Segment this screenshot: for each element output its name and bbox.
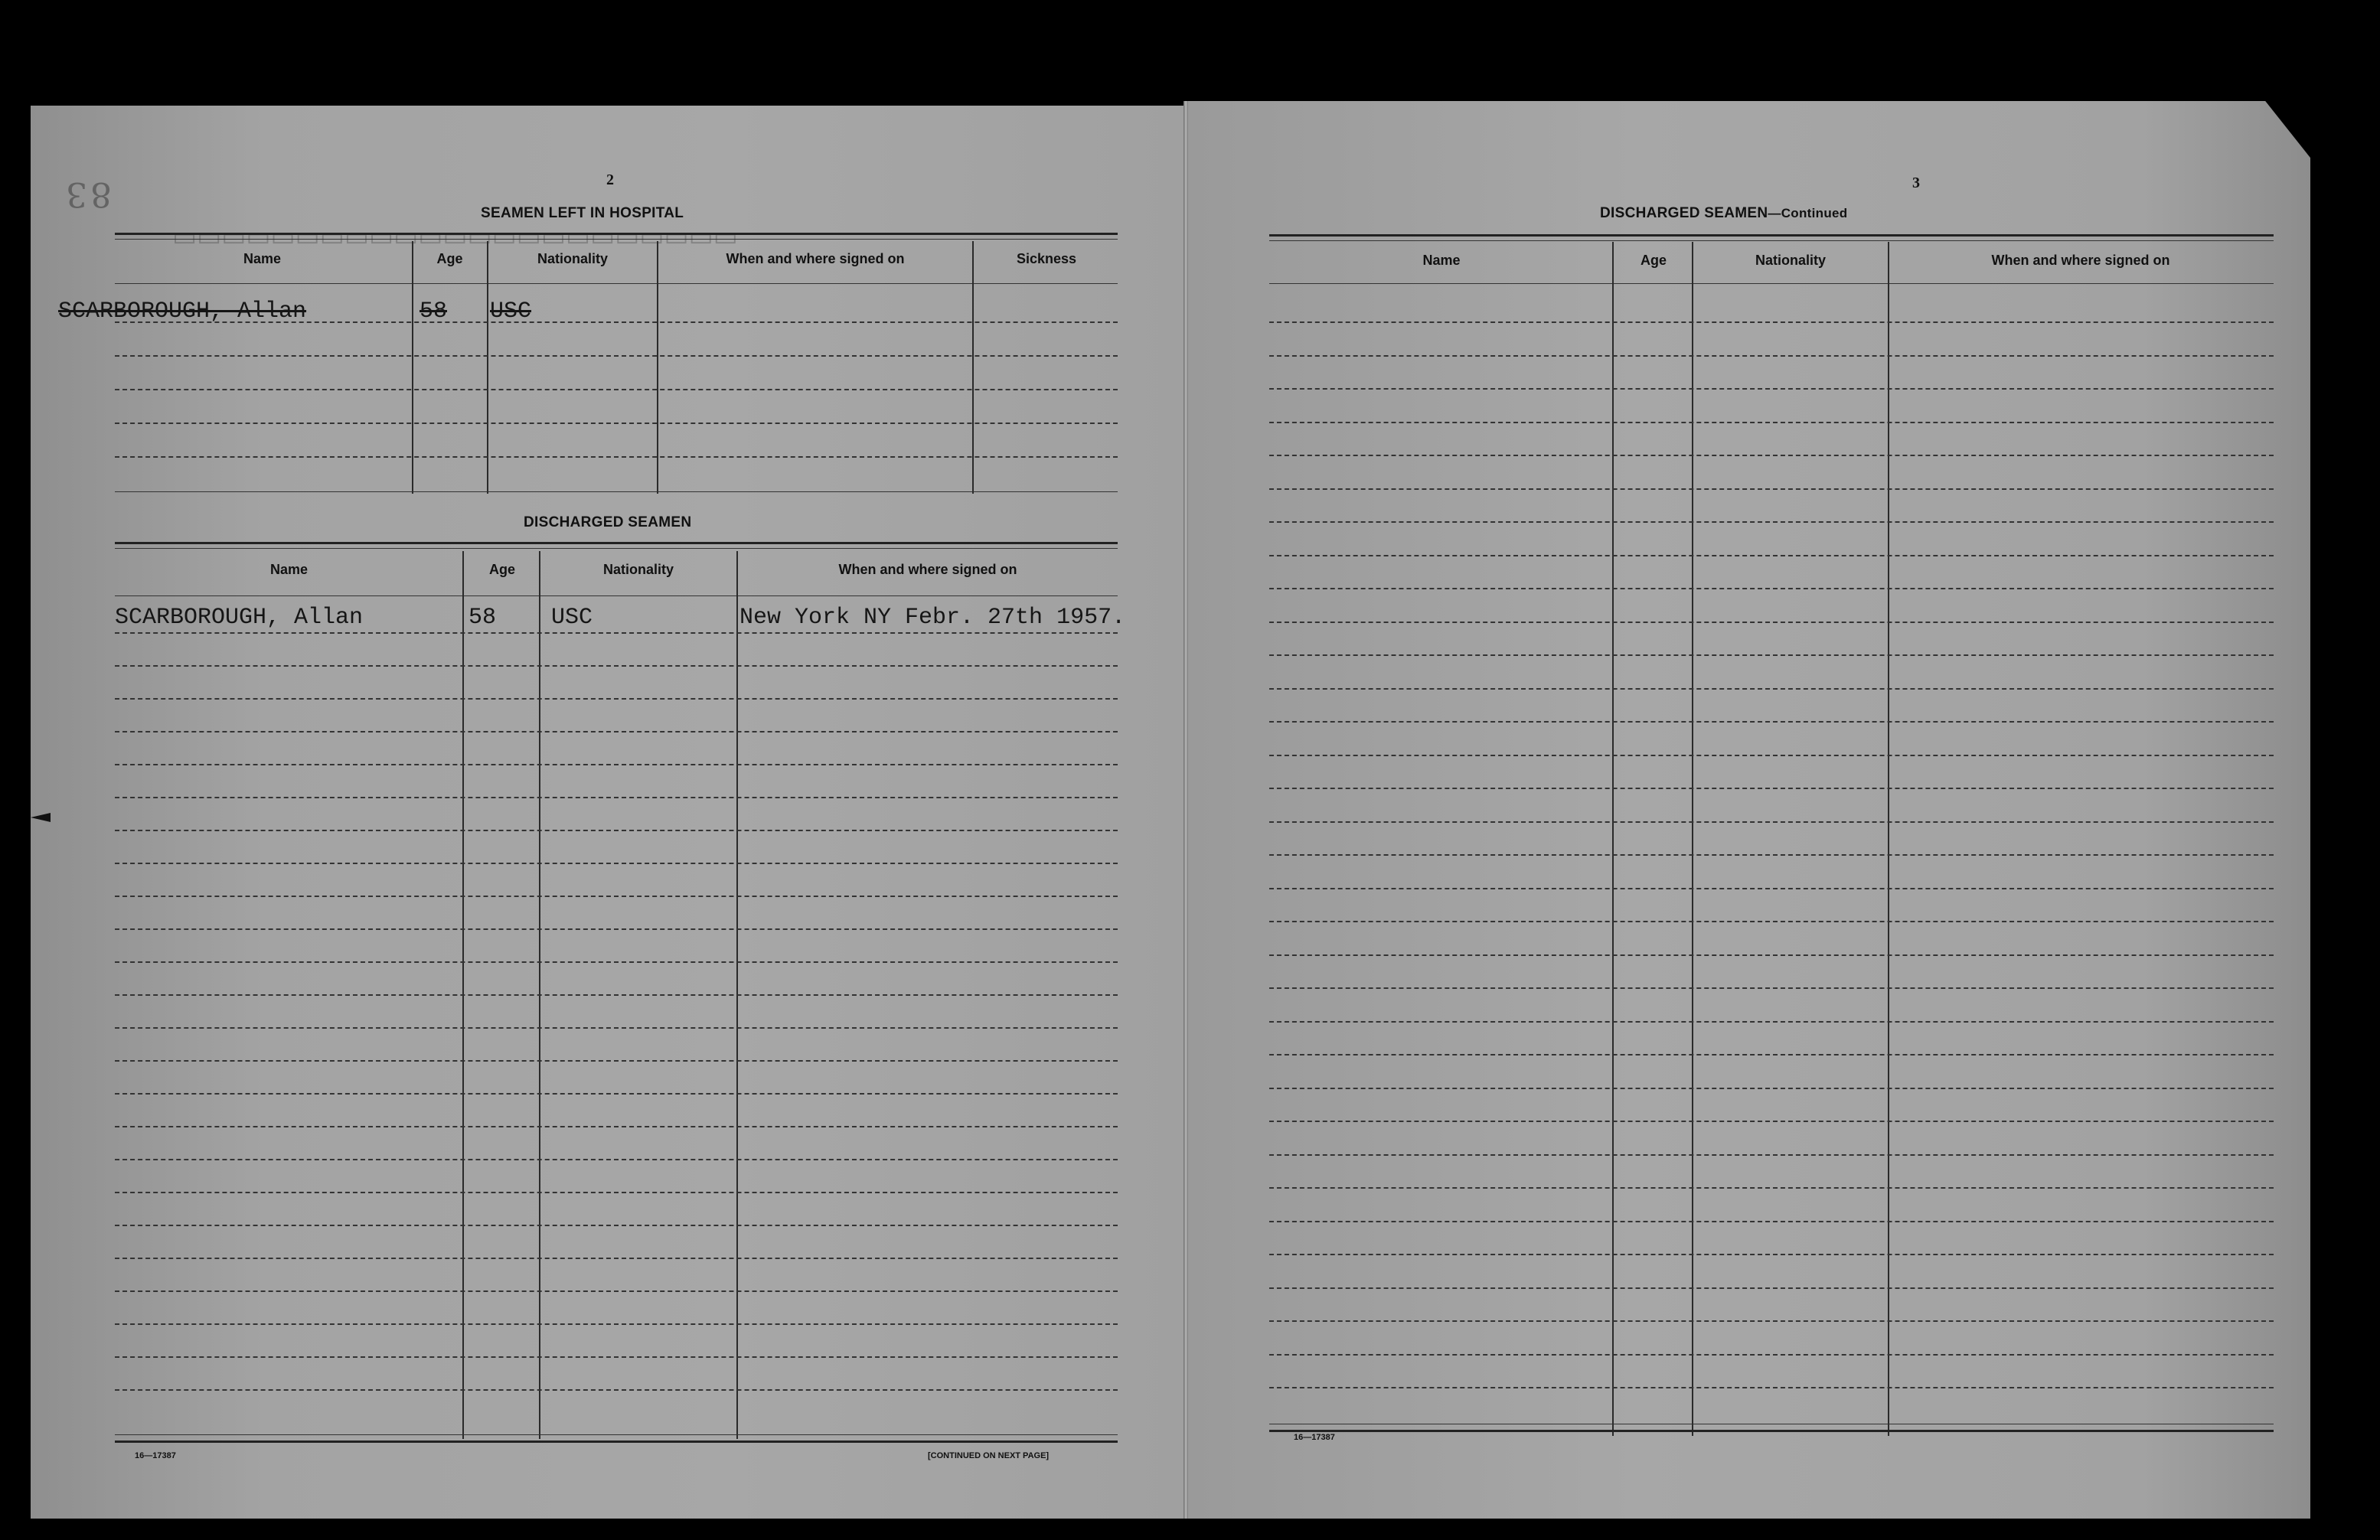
row-line — [115, 961, 1118, 963]
discharged-top-rule-2 — [115, 548, 1118, 549]
hospital-row-age: 58 — [420, 299, 448, 325]
hospital-row-name: SCARBOROUGH, Allan — [58, 299, 307, 325]
hospital-col-age: Age — [436, 251, 463, 266]
row-line — [115, 1389, 1118, 1391]
row-line — [1269, 888, 2274, 889]
row-line — [1269, 954, 2274, 956]
row-line — [115, 1027, 1118, 1029]
row-line — [1269, 821, 2274, 823]
discharged-row-nationality: USC — [551, 605, 593, 631]
bleed-through-text: ▭▭▭▭▭▭▭▭▭▭▭▭▭▭▭▭▭▭▭▭▭▭▭ — [172, 226, 738, 254]
row-line — [115, 1192, 1118, 1193]
discharged-row-name: SCARBOROUGH, Allan — [115, 605, 364, 631]
row-line — [115, 632, 1118, 634]
row-line — [115, 863, 1118, 864]
discharged-row-signed-on: New York NY Febr. 27th 1957. — [739, 605, 1126, 631]
row-line — [115, 1093, 1118, 1095]
hospital-section-title: SEAMEN LEFT IN HOSPITAL — [481, 205, 684, 221]
row-line — [115, 665, 1118, 667]
hospital-row-line — [115, 321, 1118, 323]
row-line — [1269, 1187, 2274, 1189]
hospital-col-nationality: Nationality — [537, 251, 608, 266]
right-top-rule-2 — [1269, 240, 2274, 241]
row-line — [115, 698, 1118, 700]
row-line — [1269, 1320, 2274, 1322]
row-line — [1269, 1287, 2274, 1289]
right-section-title-cont: —Continued — [1768, 206, 1848, 220]
continued-note: [CONTINUED ON NEXT PAGE] — [928, 1451, 1050, 1460]
row-line — [1269, 1354, 2274, 1356]
row-line — [1269, 1254, 2274, 1255]
discharged-bottom-rule-2 — [115, 1440, 1118, 1443]
handwritten-page-number: 83 — [63, 175, 112, 214]
margin-mark — [31, 813, 51, 822]
row-line — [1269, 1021, 2274, 1023]
discharged-row-age: 58 — [468, 605, 497, 631]
hospital-top-rule-2 — [115, 239, 1118, 240]
right-col-age: Age — [1640, 253, 1667, 268]
row-line — [1269, 987, 2274, 989]
row-line — [1269, 355, 2274, 357]
page-number-right: 3 — [1912, 175, 1920, 191]
row-line — [115, 1159, 1118, 1160]
row-line — [115, 830, 1118, 831]
discharged-col-age: Age — [488, 562, 515, 577]
right-header-rule — [1269, 283, 2274, 284]
discharged-col-signed-on: When and where signed on — [838, 562, 1017, 577]
row-line — [115, 1225, 1118, 1226]
row-line — [115, 928, 1118, 930]
row-line — [115, 1290, 1118, 1292]
row-line — [115, 994, 1118, 996]
row-line — [1269, 455, 2274, 456]
row-line — [1269, 721, 2274, 723]
right-col-signed-on: When and where signed on — [1991, 253, 2170, 268]
row-line — [1269, 1221, 2274, 1222]
row-line — [1269, 1088, 2274, 1089]
row-line — [1269, 622, 2274, 623]
row-line — [115, 764, 1118, 765]
row-line — [1269, 788, 2274, 789]
row-line — [1269, 921, 2274, 922]
row-line — [1269, 1154, 2274, 1156]
row-line — [1269, 588, 2274, 589]
form-number-right: 16—17387 — [1294, 1433, 1335, 1442]
hospital-col-name: Name — [243, 251, 282, 266]
row-line — [115, 797, 1118, 798]
hospital-row-line — [115, 389, 1118, 390]
discharged-top-rule — [115, 542, 1118, 544]
right-col-nationality: Nationality — [1755, 253, 1826, 268]
hospital-header-rule — [115, 283, 1118, 284]
row-line — [1269, 422, 2274, 423]
right-page — [1185, 101, 2310, 1519]
discharged-col-name: Name — [269, 562, 309, 577]
row-line — [1269, 521, 2274, 523]
row-line — [1269, 1387, 2274, 1388]
row-line — [115, 1356, 1118, 1358]
hospital-col-signed-on: When and where signed on — [726, 251, 905, 266]
hospital-row-line — [115, 423, 1118, 424]
hospital-row-nationality: USC — [490, 299, 532, 325]
row-line — [1269, 854, 2274, 856]
discharged-section-title: DISCHARGED SEAMEN — [524, 514, 692, 530]
row-line — [1269, 654, 2274, 656]
right-section-title-text: DISCHARGED SEAMEN — [1600, 205, 1768, 221]
page-number: 2 — [606, 171, 614, 188]
row-line — [1269, 488, 2274, 490]
hospital-top-rule — [115, 233, 1118, 235]
row-line — [1269, 321, 2274, 323]
form-number: 16—17387 — [135, 1451, 176, 1460]
hospital-bottom-rule — [115, 491, 1118, 492]
row-line — [115, 1258, 1118, 1259]
discharged-header-rule — [115, 595, 1118, 596]
right-section-title — [1600, 205, 1847, 222]
row-line — [1269, 388, 2274, 390]
page-fold — [1183, 101, 1188, 1519]
row-line — [115, 1323, 1118, 1325]
row-line — [115, 1126, 1118, 1127]
hospital-row-line — [115, 355, 1118, 357]
right-bottom-rule-2 — [1269, 1430, 2274, 1432]
row-line — [115, 896, 1118, 897]
row-line — [1269, 1054, 2274, 1055]
row-line — [115, 1060, 1118, 1062]
row-line — [1269, 688, 2274, 690]
row-line — [115, 731, 1118, 732]
row-line — [1269, 755, 2274, 756]
discharged-bottom-rule — [115, 1434, 1118, 1435]
hospital-col-sickness: Sickness — [1016, 251, 1077, 266]
right-top-rule — [1269, 234, 2274, 237]
hospital-row-line — [115, 456, 1118, 458]
row-line — [1269, 555, 2274, 556]
row-line — [1269, 1121, 2274, 1122]
right-col-name: Name — [1422, 253, 1461, 268]
discharged-col-nationality: Nationality — [602, 562, 674, 577]
